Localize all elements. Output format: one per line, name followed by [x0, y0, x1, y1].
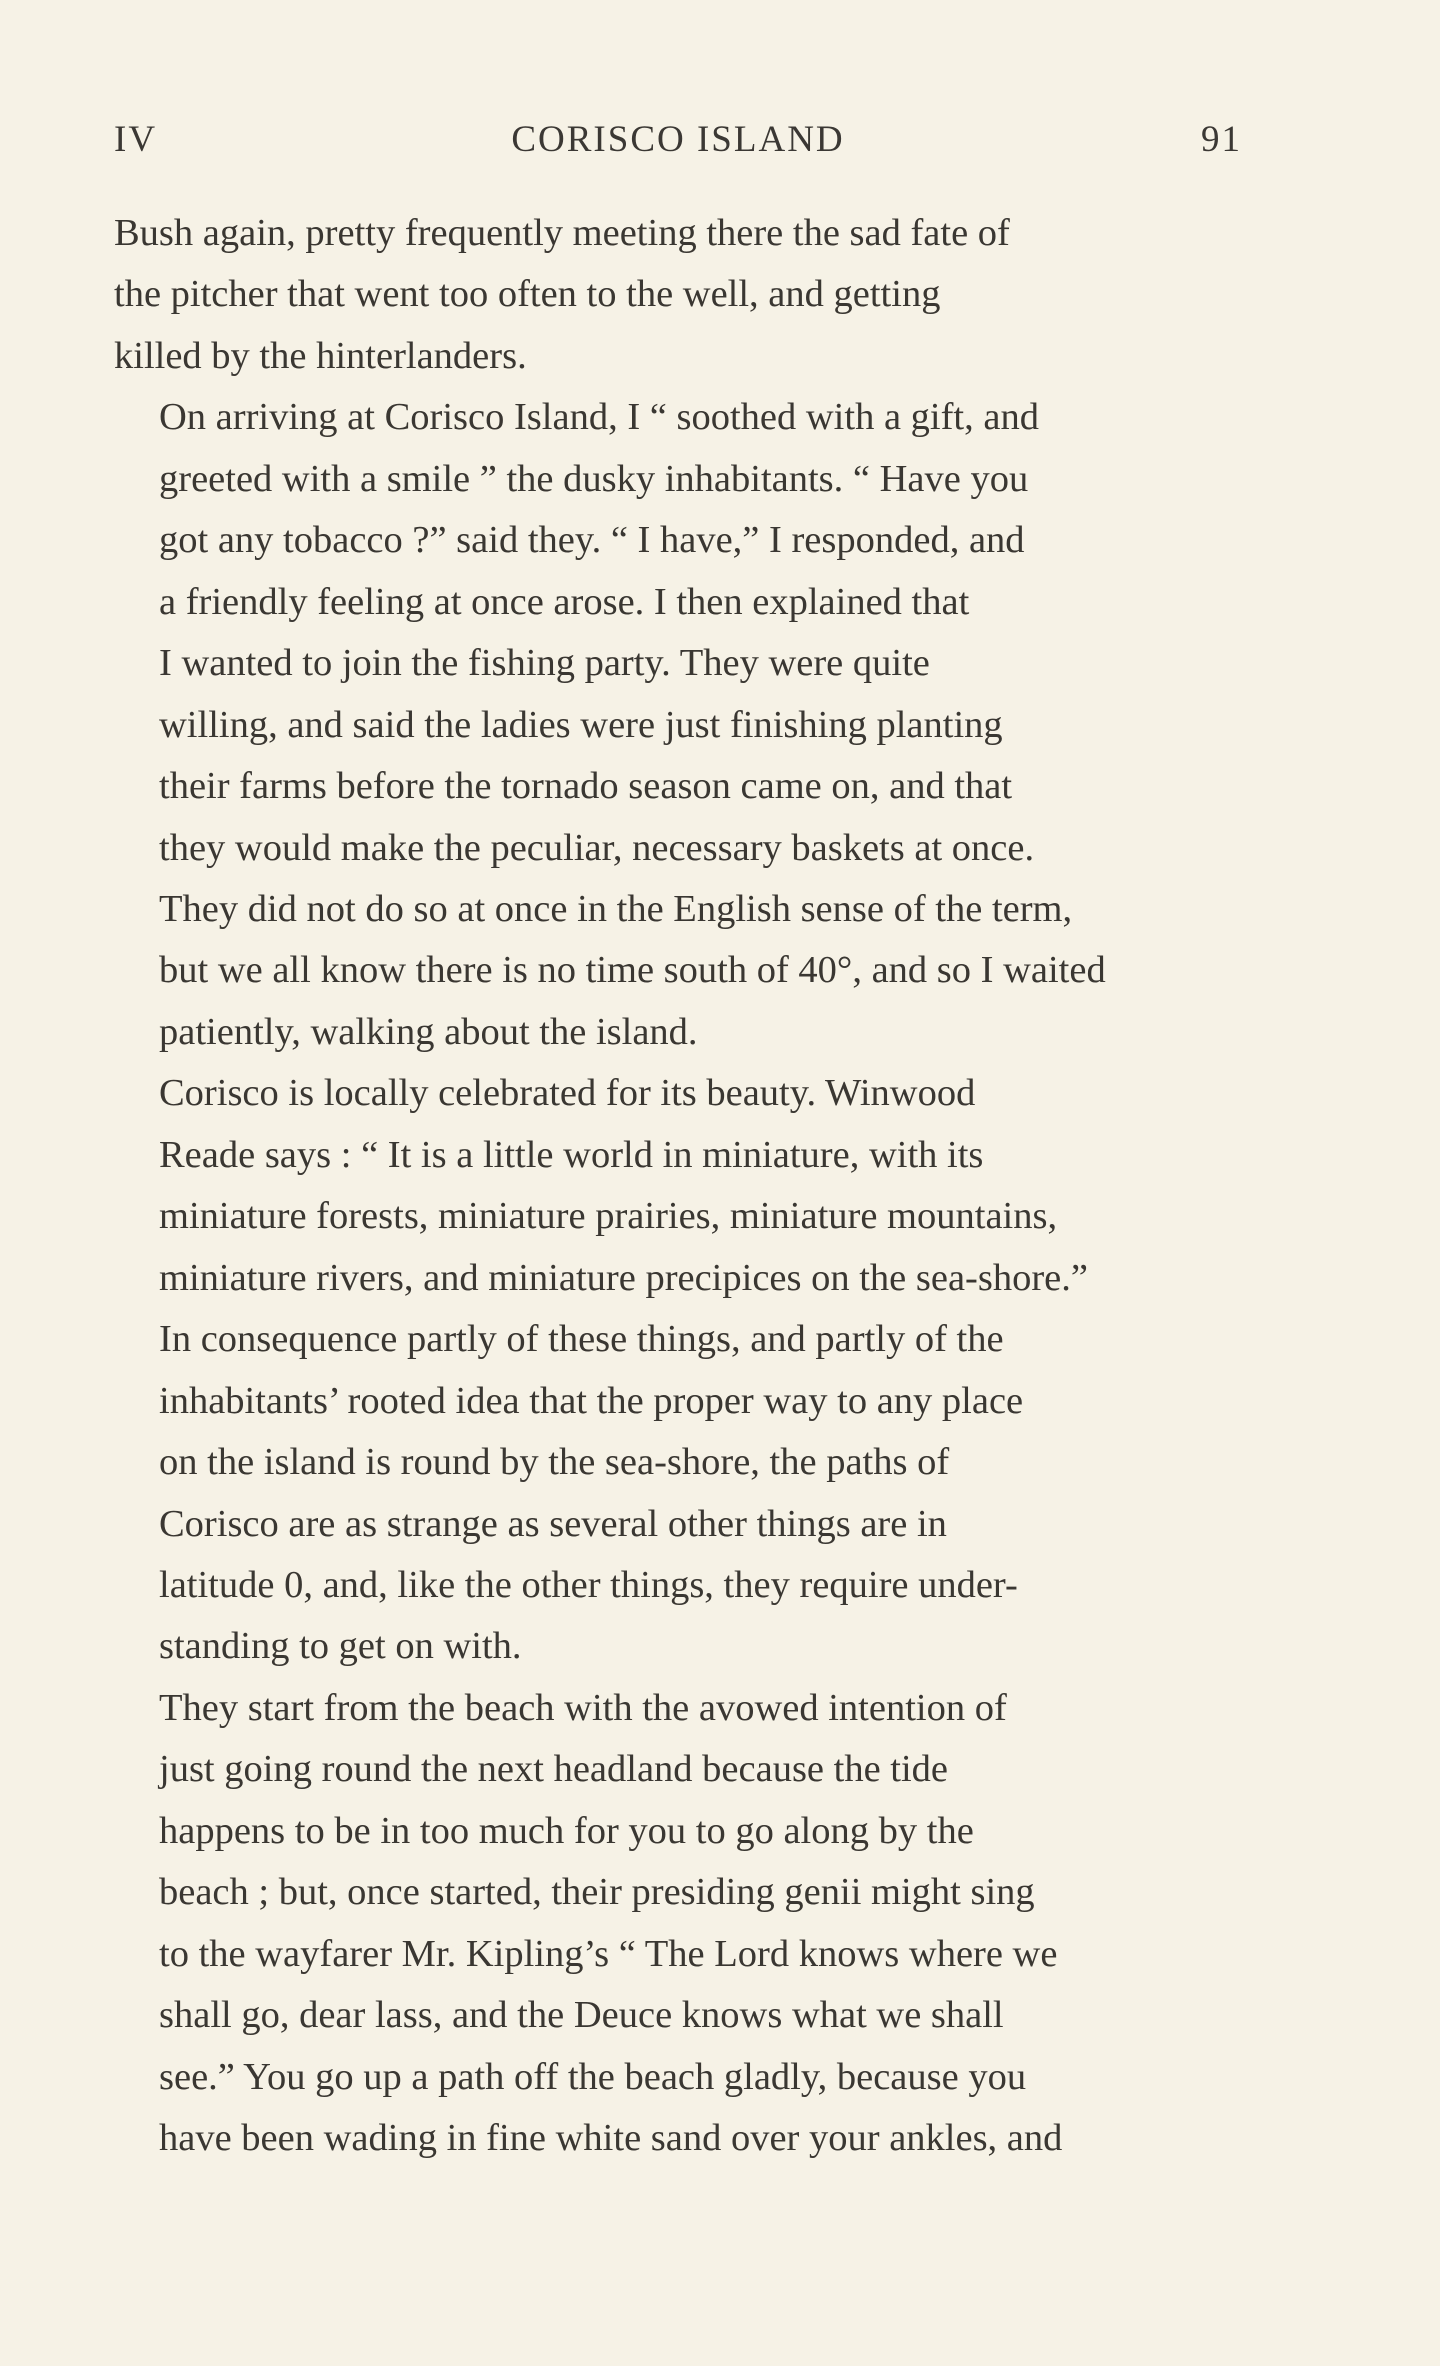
text-line: the pitcher that went too often to the well, and getting [114, 273, 941, 316]
text-line: inhabitants’ rooted idea that the proper way to any place [159, 1379, 1024, 1422]
text-line: willing, and said the ladies were just finishing planting [159, 703, 1003, 746]
chapter-number: IV [114, 119, 158, 160]
text-line: They did not do so at once in the English sense of the term, [159, 887, 1073, 930]
text-line: a friendly feeling at once arose. I then explained that [159, 580, 970, 623]
text-line: Reade says : “ It is a little world in miniature, with its [159, 1133, 984, 1176]
paragraph [114, 1678, 1240, 2170]
text-line: Corisco is locally celebrated for its beauty. Winwood [159, 1072, 976, 1115]
text-line: Corisco are as strange as several other things are in [159, 1502, 947, 1545]
text-line: just going round the next headland because the tide [159, 1748, 949, 1791]
text-line: miniature forests, miniature prairies, miniature mountains, [159, 1195, 1058, 1238]
body-text [114, 203, 1240, 2170]
text-line: to the wayfarer Mr. Kipling’s “ The Lord knows where we [159, 1932, 1058, 1975]
text-line: they would make the peculiar, necessary baskets at once. [159, 826, 1035, 869]
text-line: Bush again, pretty frequently meeting there the sad fate of [114, 212, 1010, 254]
chapter-title: CORISCO ISLAND [511, 119, 845, 160]
text-line: I wanted to join the fishing party. They were quite [159, 642, 930, 685]
running-head [114, 118, 1242, 166]
text-line: latitude 0, and, like the other things, they require under- [159, 1563, 1018, 1606]
paragraph [114, 387, 1240, 1063]
text-line: miniature rivers, and miniature precipices on the sea-shore.” [159, 1256, 1088, 1299]
text-line: have been wading in fine white sand over your ankles, and [159, 2117, 1063, 2160]
text-line: shall go, dear lass, and the Deuce knows what we shall [159, 1994, 1004, 2037]
paragraph [114, 203, 1240, 387]
text-line: got any tobacco ?” said they. “ I have,” I responded, and [159, 519, 1025, 562]
text-line: On arriving at Corisco Island, I “ soothed with a gift, and [159, 396, 1039, 439]
text-line: standing to get on with. [159, 1625, 522, 1668]
text-line: happens to be in too much for you to go along by the [159, 1809, 974, 1852]
text-line: killed by the hinterlanders. [114, 334, 527, 377]
paragraph [114, 1063, 1240, 1678]
page-number: 91 [1201, 119, 1242, 160]
text-line: their farms before the tornado season came on, and that [159, 765, 1013, 808]
text-line: They start from the beach with the avowed intention of [159, 1686, 1007, 1729]
text-line: but we all know there is no time south of 40°, and so I waited [159, 949, 1106, 992]
text-line: beach ; but, once started, their presiding genii might sing [159, 1871, 1035, 1914]
text-line: patiently, walking about the island. [159, 1010, 698, 1053]
text-line: on the island is round by the sea-shore, the paths of [159, 1441, 950, 1484]
text-line: In consequence partly of these things, and partly of the [159, 1318, 1004, 1361]
text-line: greeted with a smile ” the dusky inhabitants. “ Have you [159, 457, 1029, 500]
text-line: see.” You go up a path off the beach gladly, because you [159, 2055, 1027, 2098]
